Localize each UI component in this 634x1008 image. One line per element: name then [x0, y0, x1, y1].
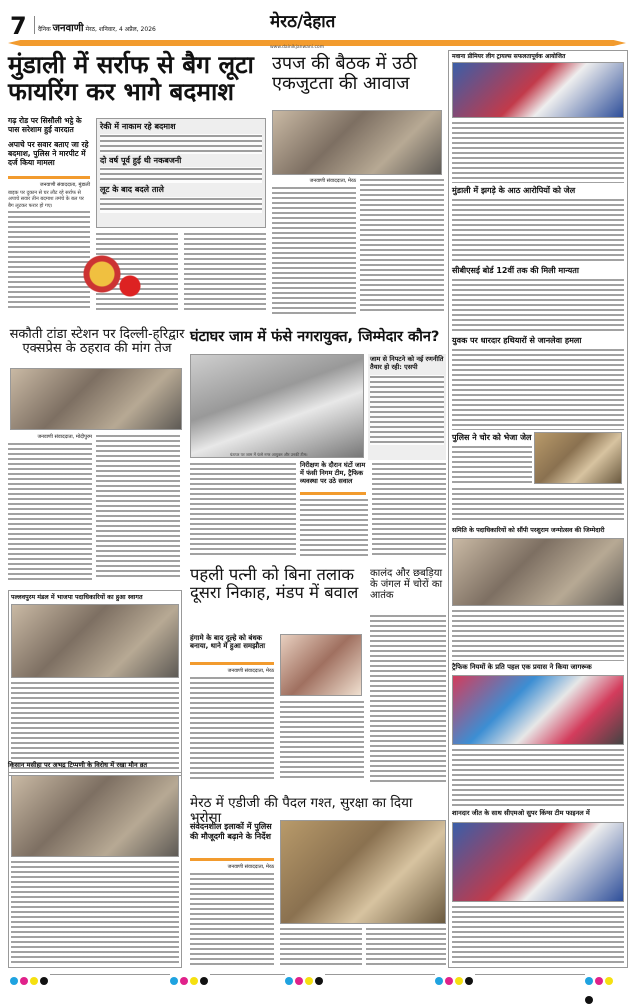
upaj-text	[272, 186, 356, 314]
ghantaghar-text-col2	[300, 498, 368, 558]
right-text	[452, 487, 624, 523]
registration-dot	[20, 977, 28, 985]
sakauti-photo	[10, 368, 182, 430]
rule	[300, 492, 366, 495]
box-heading: रेकी में नाकाम रहे बदमाश	[100, 122, 176, 131]
masthead	[38, 20, 156, 34]
lead-text-col3	[184, 232, 266, 312]
divider	[34, 16, 35, 34]
robbery-illustration	[70, 250, 150, 310]
section-title: मेरठ/देहात	[270, 12, 336, 32]
box-heading: लूट के बाद बदले ताले	[100, 185, 164, 195]
lead-sidebar-box	[96, 118, 266, 228]
registration-dot	[585, 977, 593, 985]
right-story-title: पुलिस ने चोर को भेजा जेल	[452, 433, 532, 442]
lead-headline: मुंडाली में सर्राफ से बैग लूटा फायरिंग कर भागे बदमाश	[8, 50, 254, 106]
nikah-subhead: हंगामे के बाद दूल्हे को बंधक बनाया, थाने में हुआ समझौता	[190, 634, 266, 651]
rule	[190, 858, 274, 861]
right-story-title: मवाना प्रीमियर लीग ट्रायल्स सफलतापूर्वक आयोजित	[452, 53, 566, 60]
silent-protest-photo	[11, 775, 179, 857]
right-text	[452, 198, 624, 264]
registration-dot	[190, 977, 198, 985]
traffic-awareness-photo	[452, 675, 624, 745]
sakauti-text-col2	[96, 434, 180, 580]
photo-caption: घंटाघर पर जाम में फंसे नगर आयुक्त और उनकी टीम।	[230, 452, 308, 457]
ghantaghar-text-col3	[372, 462, 446, 558]
right-text	[452, 609, 624, 661]
lead-subhead-2: अपाचे पर सवार बताए जा रहे बदमाश, पुलिस ने मारपीट में दर्ज किया मामला	[8, 140, 89, 167]
ghantaghar-text	[190, 462, 296, 558]
registration-dot	[295, 977, 303, 985]
upaj-photo	[272, 110, 442, 175]
ghantaghar-headline: घंटाघर जाम में फंसे नगरायुक्त, जिम्मेदार कौन?	[190, 329, 440, 345]
registration-dot	[315, 977, 323, 985]
registration-dot	[445, 977, 453, 985]
thief-arrest-photo	[534, 432, 622, 484]
rule	[8, 176, 90, 179]
cricket-trials-photo	[452, 62, 624, 118]
box-heading: दो वर्ष पूर्व हुई थी नकबजनी	[100, 155, 182, 165]
kaland-headline: कालंद और छबड़िया के जंगल में चोरों का आतंक	[370, 568, 443, 601]
adg-text	[190, 872, 274, 966]
registration-dot	[465, 977, 473, 985]
adg-text-col3	[366, 927, 446, 967]
police-patrol-photo	[280, 820, 446, 924]
sidebar-box	[368, 354, 446, 460]
registration-dot	[285, 977, 293, 985]
rule	[190, 662, 274, 665]
kisan-text	[11, 860, 179, 964]
right-story-title: सीबीएसई बोर्ड 12वीं तक की मिली मान्यता	[452, 266, 579, 275]
registration-dot	[10, 977, 18, 985]
registration-dot	[30, 977, 38, 985]
sakauti-text	[8, 442, 92, 580]
right-story-title: मुंडाली में झगड़े के आठ आरोपियों को जेल	[452, 186, 576, 195]
registration-dot	[595, 977, 603, 985]
parshuram-committee-photo	[452, 538, 624, 606]
nikah-photo	[280, 634, 362, 696]
adg-byline: जनवाणी संवाददाता, मेरठ	[227, 864, 274, 870]
sidebar-heading: जाम से निपटने को नई रणनीति तैयार हो रही: एसपी	[370, 355, 444, 371]
website: www.dainikjanwani.com	[270, 45, 325, 50]
right-story-title: समिति के पदाधिकारियों को सौंपी परशुराम जन्मोत्सव की जिम्मेदारी	[452, 527, 605, 534]
registration-dot	[180, 977, 188, 985]
lead-text: बाइक पर दुकान से घर लौट रहे सर्राफ से अपाचे सवार तीन बदमाश तमंचे के बल पर बैग लूटकर फरार हो गए।	[8, 190, 84, 209]
sakauti-headline: सकौती टांडा स्टेशन पर दिल्ली-हरिद्वार एक्सप्रेस के ठहराव की मांग तेज	[9, 327, 185, 357]
dateline: मेरठ, शनिवार, 4 अप्रैल, 2026	[85, 26, 156, 33]
nikah-text	[190, 676, 274, 780]
lead-subhead-1: गढ़ रोड पर सिसौली भट्ठे के पास सरेशाम हुई वारदात	[8, 116, 82, 134]
upaj-text-col2	[360, 178, 444, 314]
registration-dot	[200, 977, 208, 985]
upaj-byline: जनवाणी संवाददाता, मेरठ	[309, 178, 356, 184]
nikah-byline: जनवाणी संवाददाता, मेरठ	[227, 668, 274, 674]
right-text	[452, 905, 624, 963]
nikah-text-col2	[280, 700, 364, 780]
paper-prefix: दैनिक	[38, 26, 51, 33]
paper-name: जनवाणी	[52, 23, 84, 34]
registration-dot	[605, 977, 613, 985]
kisan-title: किसान मसीहा पर अभद्र टिप्पणी के विरोध में रखा मौन व्रत	[8, 761, 148, 769]
right-text	[452, 348, 624, 430]
page-number: 7	[10, 12, 27, 40]
registration-dot	[435, 977, 443, 985]
nikah-headline: पहली पत्नी को बिना तलाक दूसरा निकाह, मंडप में बवाल	[190, 565, 359, 603]
adg-headline: मेरठ में एडीजी की पैदल गश्त, सुरक्षा का दिया भरोसा	[190, 795, 413, 826]
adg-subhead: संवेदनशील इलाकों में पुलिस की मौजूदगी बढ़ाने के निर्देश	[190, 822, 272, 841]
pallavpuram-text	[11, 681, 179, 771]
registration-dot	[305, 977, 313, 985]
right-story-title: युवक पर धारदार हथियारों से जानलेवा हमला	[452, 336, 582, 345]
pallavpuram-photo	[11, 604, 179, 678]
right-text	[452, 445, 532, 485]
kaland-text	[370, 614, 446, 782]
ghantaghar-subhead: निरीक्षण के दौरान घंटों जाम में फंसी निगम टीम, ट्रैफिक व्यवस्था पर उठे सवाल	[300, 461, 366, 485]
right-story-title: ट्रैफिक नियमों के प्रति पहल एक प्रयास ने किया जागरूक	[452, 663, 592, 671]
right-story-title: शानदार जीत के साथ सीएमओ सुपर किंग्स टीम फाइनल में	[452, 809, 590, 817]
right-text	[452, 748, 624, 806]
adg-text-col2	[280, 927, 362, 967]
cricket-team-photo	[452, 822, 624, 902]
pallavpuram-title: पल्लवपुरम मंडल में भाजपा पदाधिकारियों का हुआ स्वागत	[11, 594, 143, 601]
traffic-jam-photo	[190, 354, 364, 458]
registration-dot	[170, 977, 178, 985]
upaj-headline: उपज की बैठक में उठी एकजुटता की आवाज	[272, 53, 418, 94]
sakauti-byline: जनवाणी संवाददाता, मोदीपुरम	[37, 434, 92, 440]
right-text	[452, 278, 624, 334]
lead-byline: जनवाणी संवाददाता, मुंडाली	[39, 182, 90, 188]
registration-dot	[455, 977, 463, 985]
right-text	[452, 121, 624, 183]
registration-marks	[10, 970, 624, 980]
registration-dot	[40, 977, 48, 985]
registration-dot	[585, 996, 593, 1004]
